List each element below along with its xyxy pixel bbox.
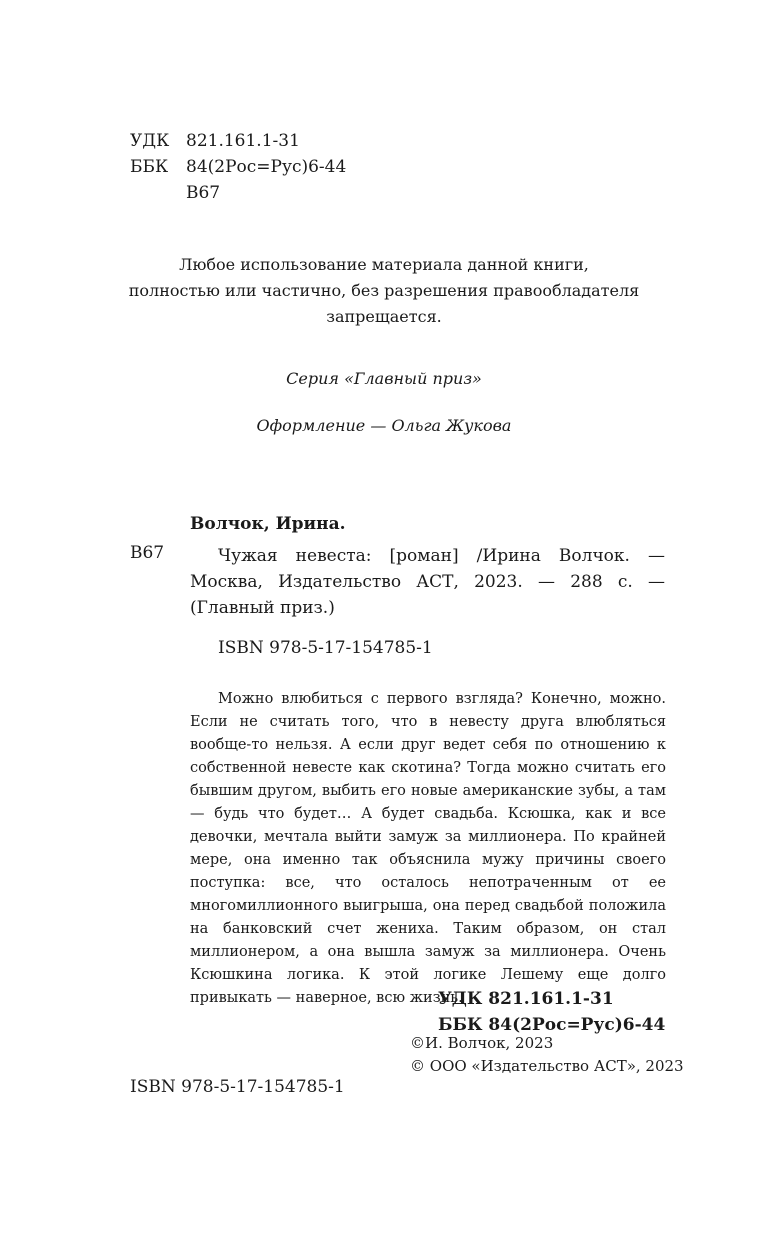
- bbk-value: 84(2Рос=Рус)6-44: [186, 157, 347, 177]
- notice-line-2: полностью или частично, без разрешения правообладателя: [128, 281, 640, 300]
- rights-notice: [0, 252, 768, 330]
- bottom-bbk: ББК 84(2Рос=Рус)6-44: [438, 1015, 666, 1035]
- record-code: В67: [130, 543, 165, 563]
- series-line: Серия «Главный приз»: [286, 369, 482, 388]
- copyright-publisher: © ООО «Издательство АСТ», 2023: [410, 1057, 684, 1075]
- notice-line-1: Любое использование материала данной книги,: [179, 255, 589, 274]
- record-isbn: ISBN 978-5-17-154785-1: [218, 638, 433, 658]
- udk-label: УДК: [130, 131, 170, 151]
- annotation: Можно влюбиться с первого взгляда? Конечно, можно. Если не считать того, что в невесту друга влюбляться вообще-то нельзя. А если друг ведет себя по отношению к собственной невесте как скотина? Тогда можно считать его бывшим другом, выбить его новые американские зубы, а там — будь что будет… А будет свадьба. Ксюшка, как и все девочки, мечтала выйти замуж за миллионера. По крайней мере, она именно так объяснила мужу причины своего поступка: все, что осталось непотраченным от ее многомиллионного выигрыша, она перед свадьбой положила на банковский счет жениха. Таким образом, он стал миллионером, а она вышла замуж за миллионера. Очень Ксюшкина логика. К этой логике Лешему еще долго привыкать — наверное, всю жизнь.: [190, 691, 666, 1006]
- udk-value: 821.161.1-31: [186, 131, 300, 151]
- copyright-author: ©И. Волчок, 2023: [410, 1034, 554, 1052]
- author-code-line: [130, 180, 346, 206]
- udk-line: [130, 128, 346, 154]
- bbk-line: [130, 154, 346, 180]
- top-classification: [130, 128, 346, 206]
- author-code: В67: [186, 183, 221, 203]
- bottom-udk: УДК 821.161.1-31: [438, 989, 614, 1009]
- record-author: Волчок, Ирина.: [190, 514, 346, 534]
- copyright-block: [410, 1032, 684, 1078]
- design-credit: Оформление — Ольга Жукова: [256, 416, 512, 435]
- bbk-label: ББК: [130, 157, 169, 177]
- bottom-classification: [438, 986, 665, 1038]
- notice-line-3: запрещается.: [326, 307, 442, 326]
- record-description: Чужая невеста: [роман] /Ирина Волчок. — Москва, Издательство АСТ, 2023. — 288 с. — (Главный приз.): [190, 546, 665, 618]
- isbn-bottom: ISBN 978-5-17-154785-1: [130, 1077, 345, 1097]
